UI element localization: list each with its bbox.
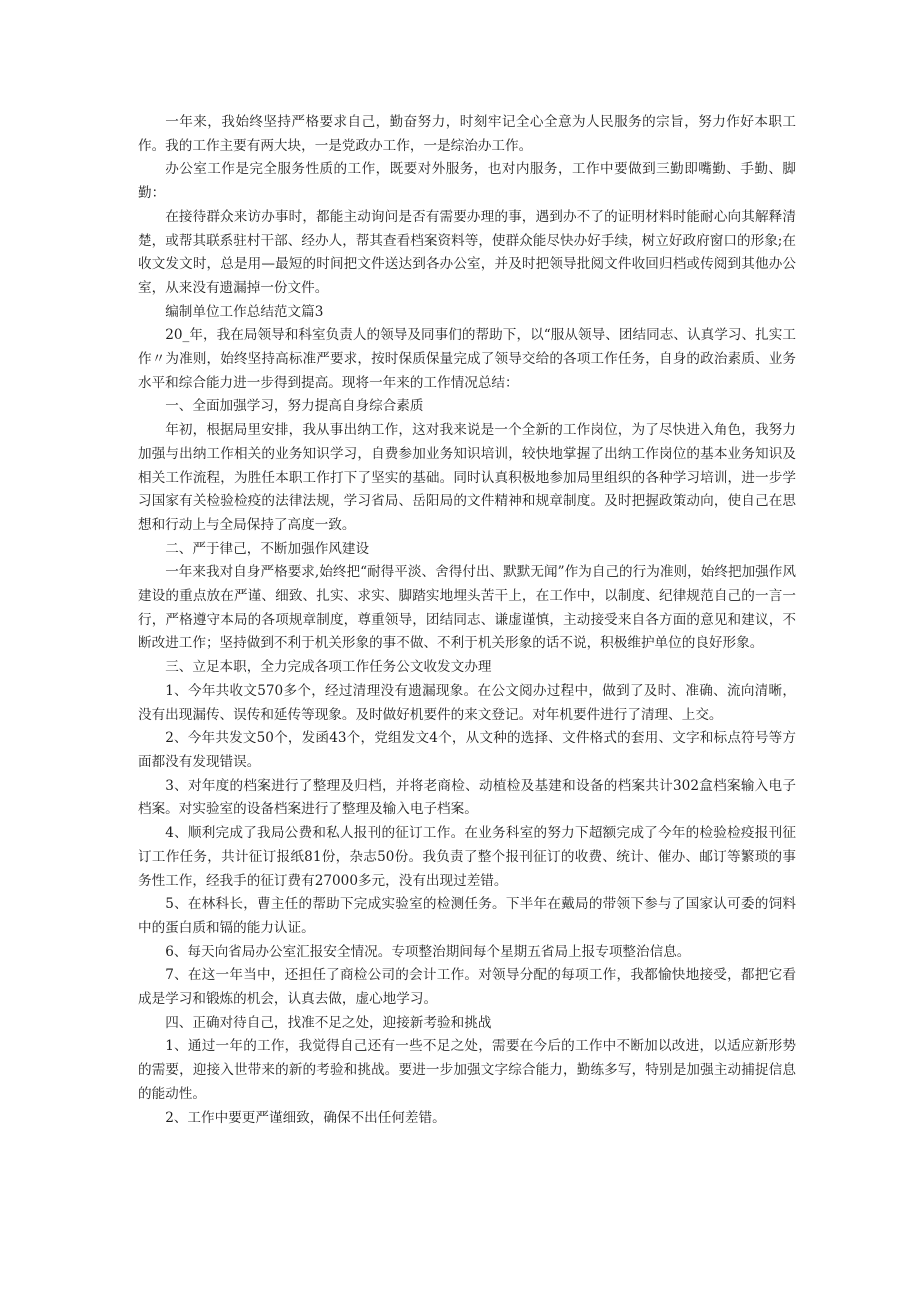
paragraph: 一年来我对自身严格要求,始终把“耐得平淡、舍得付出、默默无闻”作为自己的行为准则，始终把加强作风建设的重点放在严谨、细致、扎实、求实、脚踏实地埋头苦干上，在工作中，以制度、纪律规范自己的一言一行，严格遵守本局的各项规章制度，尊重领导，团结同志、谦虚谨慎，主动接受来自各方面的意见和建议，不断改进工作；坚持做到不利于机关形象的事不做、不利于机关形象的话不说，积极维护单位的良好形象。 <box>138 564 796 652</box>
list-item: 6、每天向省局办公室汇报安全情况。专项整治期间每个星期五省局上报专项整治信息。 <box>165 943 691 960</box>
list-item: 2、工作中要更严谨细致，确保不出任何差错。 <box>165 1109 446 1126</box>
section-heading: 二、严于律己，不断加强作风建设 <box>165 540 370 557</box>
list-item: 2、今年共发文50个，发函43个，党组发文4个，从文种的选择、文件格式的套用、文字和标点符号等方面都没有发现错误。 <box>138 730 796 770</box>
list-item: 1、通过一年的工作，我觉得自己还有一些不足之处，需要在今后的工作中不断加以改进，以适应新形势的需要，迎接入世带来的新的考验和挑战。要进一步加强文字综合能力，勤练多写，特别是加强主动捕捉信息的能动性。 <box>138 1038 796 1102</box>
section-heading: 三、立足本职，全力完成各项工作任务公文收发文办理 <box>165 659 492 676</box>
document-body <box>138 111 796 1130</box>
paragraph: 在接待群众来访办事时，都能主动询问是否有需要办理的事，遇到办不了的证明材料时能耐心向其解释清楚，或帮其联系驻村干部、经办人，帮其查看档案资料等，使群众能尽快办好手续，树立好政府窗口的形象;在收文发文时，总是用—最短的时间把文件送达到各办公室，并及时把领导批阅文件收回归档或传阅到其他办公室，从来没有遗漏掉一份文件。 <box>138 208 796 296</box>
list-item: 7、在这一年当中，还担任了商检公司的会计工作。对领导分配的每项工作，我都愉快地接受，都把它看成是学习和锻炼的机会，认真去做，虚心地学习。 <box>138 967 796 1008</box>
paragraph: 办公室工作是完全服务性质的工作，既要对外服务，也对内服务，工作中要做到三勤即嘴勤、手勤、脚勤： <box>138 161 796 202</box>
paragraph: 一年来，我始终坚持严格要求自己，勤奋努力，时刻牢记全心全意为人民服务的宗旨，努力作好本职工作。我的工作主要有两大块，一是党政办工作，一是综治办工作。 <box>138 114 796 154</box>
section-heading: 编制单位工作总结范文篇3 <box>165 303 324 320</box>
list-item: 3、对年度的档案进行了整理及归档，并将老商检、动植检及基建和设备的档案共计302盒档案输入电子档案。对实验室的设备档案进行了整理及输入电子档案。 <box>138 777 796 818</box>
list-item: 4、顺利完成了我局公费和私人报刊的征订工作。在业务科室的努力下超额完成了今年的检验检疫报刊征订工作任务，共计征订报纸81份，杂志50份。我负责了整个报刊征订的收费、统计、催办、邮订等繁琐的事务性工作，经我手的征订费有27000多元，没有出现过差错。 <box>138 825 796 889</box>
section-heading: 四、正确对待自己，找准不足之处，迎接新考验和挑战 <box>165 1014 492 1031</box>
paragraph: 20_年，我在局领导和科室负责人的领导及同事们的帮助下，以“服从领导、团结同志、认真学习、扎实工作〃为准则，始终坚持高标准严要求，按时保质保量完成了领导交给的各项工作任务，自身的政治素质、业务水平和综合能力进一步得到提高。现将一年来的工作情况总结： <box>138 327 796 391</box>
list-item: 5、在林科长，曹主任的帮助下完成实验室的检测任务。下半年在戴局的带领下参与了国家认可委的饲料中的蛋白质和镉的能力认证。 <box>138 896 796 936</box>
list-item: 1、今年共收文570多个，经过清理没有遗漏现象。在公文阅办过程中，做到了及时、准确、流向清晰，没有出现漏传、误传和延传等现象。及时做好机要件的来文登记。对年机要件进行了清理、上交。 <box>138 682 796 723</box>
section-heading: 一、全面加强学习，努力提高自身综合素质 <box>165 398 424 415</box>
paragraph: 年初，根据局里安排，我从事出纳工作，这对我来说是一个全新的工作岗位，为了尽快进入角色，我努力加强与出纳工作相关的业务知识学习，自费参加业务知识培训，较快地掌握了出纳工作岗位的基本业务知识及相关工作流程，为胜任本职工作打下了坚实的基础。同时认真积极地参加局里组织的各种学习培训，进一步学习国家有关检验检疫的法律法规，学习省局、岳阳局的文件精神和规章制度。及时把握政策动向，使自己在思想和行动上与全局保持了高度一致。 <box>138 422 796 533</box>
